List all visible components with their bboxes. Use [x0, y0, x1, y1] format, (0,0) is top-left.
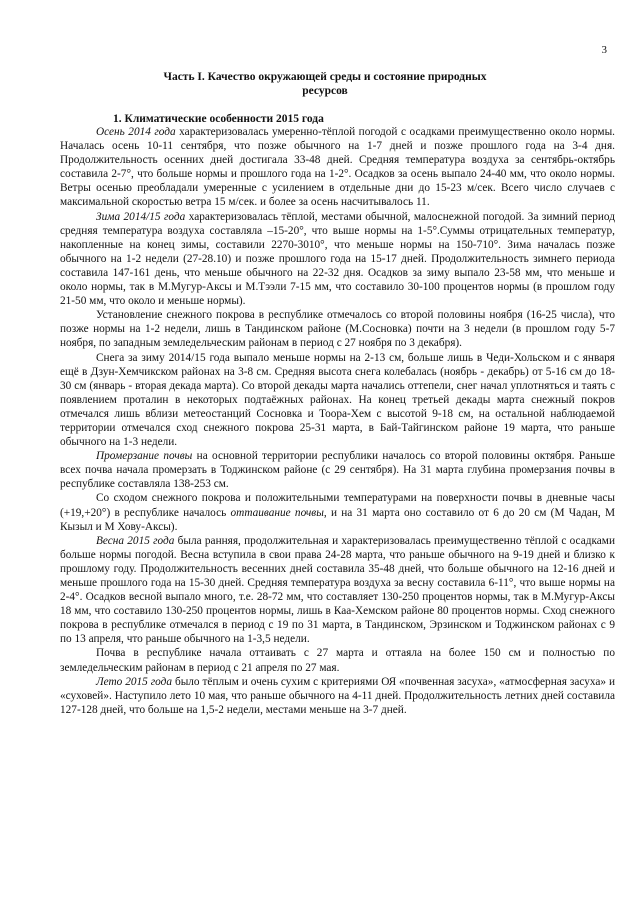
- paragraph-text: Со сходом снежного покрова и положительными температурами на поверхности почвы в дневные часы (+19,+20°) в республике началось: [60, 492, 615, 519]
- paragraph-text: характеризовалась тёплой, местами обычной, малоснежной погодой. За зимний период средняя температура воздуха составляла –15-20°, что выше нормы на 1-5°.Суммы отрицательных температур, накопленные на конец зимы, составили 2270-3010°, что меньше нормы на 150-710°. Зима началась позже обычного на 1-2 недели (27-28.10) и позже прошлого года на 15-17 дней. Продолжительность зимнего периода составила 147-161 день, что меньше обычного на 22-32 дня. Осадков за зиму выпало 23-58 мм, что меньше и около нормы, так в М.Мугур-Аксы и М.Тээли 7-15 мм, что составило 30-100 процентов нормы (в прошлом году 21-50 мм, что около и меньше нормы).: [60, 210, 615, 308]
- paragraph-lead: Осень 2014 года: [96, 126, 176, 138]
- paragraph-lead: Лето 2015 года: [96, 675, 173, 688]
- part-title: [90, 70, 560, 98]
- part-title-line-2: ресурсов: [302, 85, 348, 97]
- paragraph-text: была ранняя, продолжительная и характеризовалась преимущественно тёплой с осадками больше нормы погодой. Весна вступила в свои права 24-28 марта, что раньше обычного на 9-19 дней и близко к прошлому году. Продолжительность весенних дней составила 35-48 дней, что больше обычного на 12-16 дней и меньше прошлого года на 15-30 дней. Средняя температура воздуха за весну составила 6-11°, что выше нормы на 2-4°. Осадков весной выпало много, т.е. 28-72 мм, что составляет 130-250 процентов нормы, так в М.Мугур-Аксы 18 мм, что составило 130-250 процентов нормы, лишь в Каа-Хемском районе 80 процентов нормы. Сход снежного покрова в республике отмечался в период с 19 по 31 марта, в Тандинском, Эрзинском и Тоджинском районах с 9 по 13 апреля, что раньше обычного на 1-3,5 недели.: [60, 534, 615, 646]
- paragraph-winter: [60, 210, 615, 309]
- paragraph-autumn: [60, 125, 615, 210]
- paragraph-text: Установление снежного покрова в республике отмечалось со второй половины ноября (16-25 числа), что позже нормы на 1-2 недели, лишь в Тандинском районе (М.Сосновка) почти на 3 недели (в прошлом году 5-7 ноября, по западным земледельческим районам в период с 27 ноября по 3 декабря).: [60, 309, 615, 350]
- paragraph-text: Снега за зиму 2014/15 года выпало меньше нормы на 2-13 см, больше лишь в Чеди-Хольском и с января ещё в Дзун-Хемчикском районах на 3-8 см. Средняя высота снега колебалась (ноябрь - декабрь) от 5-16 см до 18-30 см (январь - вторая декада марта). Со второй декады марта начались оттепели, снег начал уплотняться и таять с появлением проталин в некоторых подтаёжных районах. На конец третьей декады марта снежный покров отмечался лишь вблизи метеостанций Сосновка и Тоора-Хем с высотой 9-18 см, на остальной наблюдаемой территории отмечался сход снежного покрова 25-31 марта, в Бай-Тайгинском районе 19 марта, что раньше обычного на 1-3 недели.: [60, 351, 615, 449]
- paragraph-lead: Весна 2015 года: [96, 534, 175, 547]
- paragraph-soil-thawing: [60, 491, 615, 533]
- paragraph-spring: [60, 534, 615, 647]
- paragraph-emphasis: оттаивание почвы: [230, 506, 324, 519]
- paragraph-text: Почва в республике начала оттаивать с 27 марта и оттаяла на более 150 см и полностью по земледельческим районам в период с 21 апреля по 27 мая.: [60, 647, 615, 674]
- part-title-line-1: Часть I. Качество окружающей среды и состояние природных: [163, 71, 487, 83]
- paragraph-summer: [60, 675, 615, 717]
- paragraph-soil-freezing: [60, 449, 615, 491]
- paragraph-soil-thaw-spring: [60, 646, 615, 674]
- paragraph-text: было тёплым и очень сухим с критериями ОЯ «почвенная засуха», «атмосферная засуха» и «суховей». Наступило лето 10 мая, что раньше обычного на 4-11 дней. Продолжительность летних дней составила 127-128 дней, что больше на 1,5-2 недели, местами меньше на 3-7 дней.: [60, 675, 615, 716]
- paragraph-text: характеризовалась умеренно-тёплой погодой с осадками преимущественно около нормы. Началась осень 10-11 сентября, что позже обычного на 1-7 дней и позже прошлого года на 3-4 дня. Продолжительность осенних дней достигала 33-48 дней. Средняя температура воздуха за сентябрь-октябрь составила 2-7°, что больше нормы и прошлого года на 1-2°. Осадков за осень выпало 24-40 мм, что около нормы. Ветры осенью преобладали умеренные с усилением в отдельные дни до 15-23 м/сек. Всего число случаев с максимальной скоростью ветра 15 м/сек. и более за осень насчитывалось 11.: [60, 126, 615, 209]
- paragraph-lead: Зима 2014/15 года: [96, 210, 186, 223]
- section-title: 1. Климатические особенности 2015 года: [113, 113, 324, 125]
- body-text: [60, 125, 615, 717]
- paragraph-text: на основной территории республики началось со второй половины октября. Раньше всех почва начала промерзать в Тоджинском районе (с 29 сентября). На 31 марта глубина промерзания почвы в республике составляла 138-253 см.: [60, 450, 615, 491]
- page-number: 3: [601, 44, 607, 56]
- paragraph-text-continued: , и на 31 марта оно составило от 6 до 20 см (М Чадан, М Кызыл и М Хову-Аксы).: [60, 506, 616, 533]
- paragraph-snowfall: [60, 351, 615, 450]
- paragraph-lead: Промерзание почвы: [96, 450, 193, 463]
- paragraph-snow-cover: [60, 308, 615, 350]
